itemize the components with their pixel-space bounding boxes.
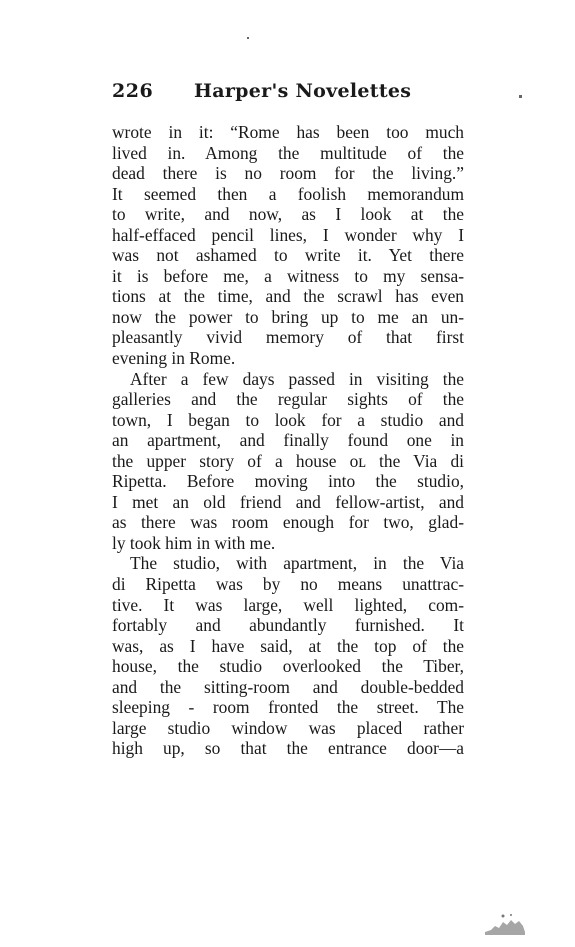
text-line: pleasantly vivid memory of that first xyxy=(112,327,464,348)
text-line: tions at the time, and the scrawl has even xyxy=(112,286,464,307)
paragraph-1 xyxy=(112,122,464,369)
text-line: tive. It was large, well lighted, com- xyxy=(112,594,464,615)
text-line: half-effaced pencil lines, I wonder why I xyxy=(112,224,464,245)
text-line: wrote in it: “Rome has been too much xyxy=(112,122,464,142)
text-line: it is before me, a witness to my sensa- xyxy=(112,265,464,286)
text-line: house, the studio overlooked the Tiber, xyxy=(112,656,464,677)
text-line: I met an old friend and fellow-artist, and xyxy=(112,491,464,512)
body-text xyxy=(112,122,464,759)
text-line: the upper story of a house oʟ the Via di xyxy=(112,450,464,471)
page-header xyxy=(112,80,472,106)
text-line: an apartment, and finally found one in xyxy=(112,430,464,451)
text-line: evening in Rome. xyxy=(112,348,236,369)
text-line: large studio window was placed rather xyxy=(112,717,464,738)
text-line: fortably and abundantly furnished. It xyxy=(112,615,464,636)
text-line: as there was room enough for two, glad- xyxy=(112,512,464,533)
text-line: to write, and now, as I look at the xyxy=(112,204,464,225)
text-line: Ripetta. Before moving into the studio, xyxy=(112,471,464,492)
text-line: After a few days passed in visiting the xyxy=(130,368,464,389)
text-line: high up, so that the entrance door—a xyxy=(112,738,464,759)
scan-speck xyxy=(247,37,249,39)
text-line: It seemed then a foolish memorandum xyxy=(112,183,464,204)
text-line: galleries and the regular sights of the xyxy=(112,389,464,410)
paragraph-2 xyxy=(112,369,464,554)
text-line: and the sitting-room and double-bedded xyxy=(112,676,464,697)
scan-speck xyxy=(519,95,522,98)
text-line: The studio, with apartment, in the Via xyxy=(130,553,464,574)
text-line: ly took him in with me. xyxy=(112,532,276,553)
scan-smudge xyxy=(483,912,527,936)
text-line: di Ripetta was by no means unattrac- xyxy=(112,574,464,595)
text-line: was, as I have said, at the top of the xyxy=(112,635,464,656)
text-line: dead there is no room for the living.” xyxy=(112,163,464,184)
text-line: was not ashamed to write it. Yet there xyxy=(112,245,464,266)
page-number: 226 xyxy=(112,80,154,102)
text-line: sleeping - room fronted the street. The xyxy=(112,697,464,718)
paragraph-3 xyxy=(112,553,464,758)
running-head: Harper's Novelettes xyxy=(194,80,412,102)
text-line: now the power to bring up to me an un- xyxy=(112,306,464,327)
text-line: town, I began to look for a studio and xyxy=(112,409,464,430)
text-line: lived in. Among the multitude of the xyxy=(112,142,464,163)
